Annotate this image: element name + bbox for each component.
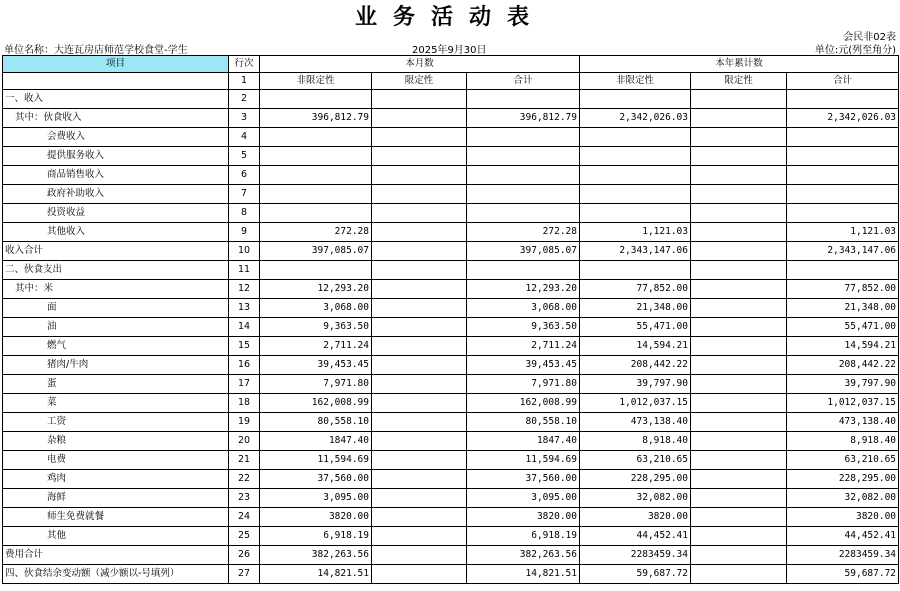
header-row-1 <box>3 56 899 73</box>
activity-table <box>2 55 899 584</box>
month-unrestricted[interactable] <box>260 90 372 109</box>
ytd-total[interactable] <box>787 128 899 147</box>
ytd-total[interactable] <box>787 261 899 280</box>
row-label[interactable]: 燃气 <box>3 337 229 356</box>
line-number-1[interactable]: 1 <box>229 73 260 90</box>
ytd-total[interactable] <box>787 166 899 185</box>
row-label[interactable]: 师生免费就餐 <box>3 508 229 527</box>
month-header[interactable]: 本月数 <box>260 56 580 73</box>
ytd-unrestricted[interactable] <box>580 128 691 147</box>
month-restricted[interactable] <box>372 299 467 318</box>
row-line[interactable]: 15 <box>229 337 260 356</box>
ytd-restricted-header[interactable]: 限定性 <box>691 73 787 90</box>
month-unrestricted[interactable]: 37,560.00 <box>260 470 372 489</box>
table-row <box>3 470 899 489</box>
row-line[interactable]: 10 <box>229 242 260 261</box>
month-total[interactable] <box>467 147 580 166</box>
row-label[interactable]: 提供服务收入 <box>3 147 229 166</box>
month-unrestricted[interactable]: 80,558.10 <box>260 413 372 432</box>
month-restricted[interactable] <box>372 128 467 147</box>
table-row <box>3 185 899 204</box>
row-line[interactable]: 9 <box>229 223 260 242</box>
item-header[interactable]: 项目 <box>3 56 229 73</box>
ytd-unrestricted[interactable]: 14,594.21 <box>580 337 691 356</box>
month-total[interactable]: 3,068.00 <box>467 299 580 318</box>
row-line[interactable]: 8 <box>229 204 260 223</box>
ytd-unrestricted[interactable]: 63,210.65 <box>580 451 691 470</box>
table-row <box>3 166 899 185</box>
ytd-restricted[interactable] <box>691 546 787 565</box>
month-restricted[interactable] <box>372 470 467 489</box>
month-total[interactable]: 162,008.99 <box>467 394 580 413</box>
ytd-total[interactable] <box>787 147 899 166</box>
month-total[interactable] <box>467 128 580 147</box>
ytd-total[interactable]: 14,594.21 <box>787 337 899 356</box>
row-line[interactable]: 5 <box>229 147 260 166</box>
row-line[interactable]: 18 <box>229 394 260 413</box>
row-line[interactable]: 11 <box>229 261 260 280</box>
month-unrestricted[interactable] <box>260 261 372 280</box>
table-row <box>3 128 899 147</box>
item-header-blank[interactable] <box>3 73 229 90</box>
table-row <box>3 90 899 109</box>
month-unrestricted[interactable] <box>260 166 372 185</box>
ytd-restricted[interactable] <box>691 261 787 280</box>
month-total[interactable]: 7,971.80 <box>467 375 580 394</box>
month-restricted[interactable] <box>372 356 467 375</box>
row-line[interactable]: 13 <box>229 299 260 318</box>
row-label[interactable]: 政府补助收入 <box>3 185 229 204</box>
month-restricted[interactable] <box>372 223 467 242</box>
month-total[interactable]: 272.28 <box>467 223 580 242</box>
month-restricted[interactable] <box>372 166 467 185</box>
month-total[interactable]: 39,453.45 <box>467 356 580 375</box>
ytd-unrestricted[interactable]: 8,918.40 <box>580 432 691 451</box>
month-restricted[interactable] <box>372 546 467 565</box>
row-line[interactable]: 21 <box>229 451 260 470</box>
table-row <box>3 109 899 128</box>
ytd-unrestricted[interactable]: 55,471.00 <box>580 318 691 337</box>
ytd-total-header[interactable]: 合计 <box>787 73 899 90</box>
month-unrestricted[interactable] <box>260 128 372 147</box>
ytd-unrestricted[interactable] <box>580 90 691 109</box>
month-restricted[interactable] <box>372 432 467 451</box>
ytd-total[interactable]: 63,210.65 <box>787 451 899 470</box>
month-unrestricted[interactable]: 2,711.24 <box>260 337 372 356</box>
row-line[interactable]: 25 <box>229 527 260 546</box>
ytd-total[interactable]: 1,121.03 <box>787 223 899 242</box>
ytd-total[interactable]: 55,471.00 <box>787 318 899 337</box>
row-label[interactable]: 一、收入 <box>3 90 229 109</box>
month-total[interactable]: 1847.40 <box>467 432 580 451</box>
row-line[interactable]: 26 <box>229 546 260 565</box>
ytd-unrestricted[interactable] <box>580 261 691 280</box>
table-row <box>3 242 899 261</box>
row-line[interactable]: 6 <box>229 166 260 185</box>
row-line[interactable]: 12 <box>229 280 260 299</box>
month-unrestricted[interactable]: 12,293.20 <box>260 280 372 299</box>
month-total[interactable]: 9,363.50 <box>467 318 580 337</box>
month-restricted[interactable] <box>372 261 467 280</box>
ytd-total[interactable]: 2,342,026.03 <box>787 109 899 128</box>
month-unrestricted-header[interactable]: 非限定性 <box>260 73 372 90</box>
ytd-restricted[interactable] <box>691 109 787 128</box>
month-restricted[interactable] <box>372 204 467 223</box>
month-total[interactable]: 3,095.00 <box>467 489 580 508</box>
row-label[interactable]: 工资 <box>3 413 229 432</box>
row-label[interactable]: 收入合计 <box>3 242 229 261</box>
month-restricted[interactable] <box>372 109 467 128</box>
row-label[interactable]: 猪肉/牛肉 <box>3 356 229 375</box>
ytd-unrestricted[interactable]: 59,687.72 <box>580 565 691 584</box>
ytd-total[interactable]: 1,012,037.15 <box>787 394 899 413</box>
table-row <box>3 147 899 166</box>
ytd-unrestricted-header[interactable]: 非限定性 <box>580 73 691 90</box>
month-restricted[interactable] <box>372 242 467 261</box>
row-label[interactable]: 投资收益 <box>3 204 229 223</box>
table-row <box>3 299 899 318</box>
month-total[interactable]: 11,594.69 <box>467 451 580 470</box>
row-label[interactable]: 菜 <box>3 394 229 413</box>
month-restricted[interactable] <box>372 489 467 508</box>
month-restricted[interactable] <box>372 508 467 527</box>
table-row <box>3 527 899 546</box>
row-line[interactable]: 24 <box>229 508 260 527</box>
ytd-total[interactable] <box>787 185 899 204</box>
ytd-total[interactable]: 8,918.40 <box>787 432 899 451</box>
month-unrestricted[interactable]: 382,263.56 <box>260 546 372 565</box>
ytd-total[interactable] <box>787 90 899 109</box>
ytd-header[interactable]: 本年累计数 <box>580 56 899 73</box>
ytd-restricted[interactable] <box>691 223 787 242</box>
month-unrestricted[interactable]: 3,095.00 <box>260 489 372 508</box>
row-label[interactable]: 面 <box>3 299 229 318</box>
table-row <box>3 394 899 413</box>
row-line[interactable]: 19 <box>229 413 260 432</box>
table-body <box>3 90 899 584</box>
ytd-restricted[interactable] <box>691 166 787 185</box>
month-total-header[interactable]: 合计 <box>467 73 580 90</box>
ytd-total[interactable]: 32,082.00 <box>787 489 899 508</box>
ytd-unrestricted[interactable]: 228,295.00 <box>580 470 691 489</box>
ytd-restricted[interactable] <box>691 470 787 489</box>
month-total[interactable]: 14,821.51 <box>467 565 580 584</box>
month-restricted-header[interactable]: 限定性 <box>372 73 467 90</box>
month-unrestricted[interactable]: 397,085.07 <box>260 242 372 261</box>
ytd-unrestricted[interactable]: 21,348.00 <box>580 299 691 318</box>
month-unrestricted[interactable] <box>260 204 372 223</box>
month-total[interactable]: 382,263.56 <box>467 546 580 565</box>
month-total[interactable]: 3820.00 <box>467 508 580 527</box>
ytd-restricted[interactable] <box>691 432 787 451</box>
month-restricted[interactable] <box>372 185 467 204</box>
ytd-unrestricted[interactable] <box>580 185 691 204</box>
ytd-restricted[interactable] <box>691 128 787 147</box>
ytd-unrestricted[interactable]: 44,452.41 <box>580 527 691 546</box>
row-line[interactable]: 3 <box>229 109 260 128</box>
month-total[interactable] <box>467 166 580 185</box>
month-total[interactable] <box>467 261 580 280</box>
month-unrestricted[interactable]: 11,594.69 <box>260 451 372 470</box>
ytd-total[interactable]: 44,452.41 <box>787 527 899 546</box>
table-row <box>3 223 899 242</box>
ytd-unrestricted[interactable]: 32,082.00 <box>580 489 691 508</box>
ytd-unrestricted[interactable]: 3820.00 <box>580 508 691 527</box>
table-row <box>3 318 899 337</box>
row-label[interactable]: 鸡肉 <box>3 470 229 489</box>
month-total[interactable]: 80,558.10 <box>467 413 580 432</box>
row-label[interactable]: 四、伙食结余变动额（减少额以-号填列） <box>3 565 229 584</box>
ytd-restricted[interactable] <box>691 565 787 584</box>
row-label[interactable]: 会费收入 <box>3 128 229 147</box>
month-total[interactable]: 397,085.07 <box>467 242 580 261</box>
month-restricted[interactable] <box>372 90 467 109</box>
row-label[interactable]: 其中：米 <box>3 280 229 299</box>
row-line[interactable]: 20 <box>229 432 260 451</box>
month-total[interactable]: 12,293.20 <box>467 280 580 299</box>
ytd-total[interactable]: 228,295.00 <box>787 470 899 489</box>
table-row <box>3 451 899 470</box>
table-row <box>3 356 899 375</box>
ytd-restricted[interactable] <box>691 90 787 109</box>
ytd-unrestricted[interactable]: 2283459.34 <box>580 546 691 565</box>
month-unrestricted[interactable]: 14,821.51 <box>260 565 372 584</box>
ytd-restricted[interactable] <box>691 318 787 337</box>
month-restricted[interactable] <box>372 280 467 299</box>
ytd-unrestricted[interactable]: 2,343,147.06 <box>580 242 691 261</box>
ytd-restricted[interactable] <box>691 413 787 432</box>
month-total[interactable]: 37,560.00 <box>467 470 580 489</box>
table-row <box>3 280 899 299</box>
month-unrestricted[interactable]: 9,363.50 <box>260 318 372 337</box>
table-row <box>3 565 899 584</box>
ytd-unrestricted[interactable]: 1,121.03 <box>580 223 691 242</box>
month-unrestricted[interactable]: 396,812.79 <box>260 109 372 128</box>
row-label[interactable]: 二、伙食支出 <box>3 261 229 280</box>
ytd-restricted[interactable] <box>691 394 787 413</box>
ytd-restricted[interactable] <box>691 280 787 299</box>
month-restricted[interactable] <box>372 394 467 413</box>
row-line[interactable]: 7 <box>229 185 260 204</box>
ytd-restricted[interactable] <box>691 299 787 318</box>
ytd-unrestricted[interactable] <box>580 166 691 185</box>
ytd-unrestricted[interactable]: 473,138.40 <box>580 413 691 432</box>
report-title: 业务活动表 <box>354 4 545 30</box>
row-line[interactable]: 27 <box>229 565 260 584</box>
month-total[interactable] <box>467 204 580 223</box>
month-unrestricted[interactable]: 162,008.99 <box>260 394 372 413</box>
table-row <box>3 261 899 280</box>
ytd-restricted[interactable] <box>691 147 787 166</box>
month-unrestricted[interactable]: 3,068.00 <box>260 299 372 318</box>
row-line[interactable]: 4 <box>229 128 260 147</box>
table-row <box>3 413 899 432</box>
unit-name: 单位名称：大连瓦房店师范学校食堂-学生 <box>4 45 188 56</box>
row-line[interactable]: 14 <box>229 318 260 337</box>
ytd-total[interactable]: 2283459.34 <box>787 546 899 565</box>
ytd-total[interactable]: 21,348.00 <box>787 299 899 318</box>
ytd-restricted[interactable] <box>691 451 787 470</box>
ytd-total[interactable]: 2,343,147.06 <box>787 242 899 261</box>
ytd-total[interactable]: 39,797.90 <box>787 375 899 394</box>
row-line[interactable]: 17 <box>229 375 260 394</box>
row-label[interactable]: 其中：伙食收入 <box>3 109 229 128</box>
month-unrestricted[interactable]: 7,971.80 <box>260 375 372 394</box>
row-label[interactable]: 电费 <box>3 451 229 470</box>
table-row <box>3 375 899 394</box>
row-line[interactable]: 23 <box>229 489 260 508</box>
ytd-restricted[interactable] <box>691 527 787 546</box>
table-row <box>3 508 899 527</box>
ytd-unrestricted[interactable] <box>580 204 691 223</box>
month-unrestricted[interactable] <box>260 185 372 204</box>
table-row <box>3 489 899 508</box>
month-total[interactable]: 2,711.24 <box>467 337 580 356</box>
row-line[interactable]: 22 <box>229 470 260 489</box>
month-total[interactable] <box>467 185 580 204</box>
report-date: 2025年9月30日 <box>412 45 487 56</box>
ytd-restricted[interactable] <box>691 337 787 356</box>
month-restricted[interactable] <box>372 375 467 394</box>
row-label[interactable]: 其他 <box>3 527 229 546</box>
month-restricted[interactable] <box>372 147 467 166</box>
ytd-total[interactable]: 3820.00 <box>787 508 899 527</box>
month-total[interactable] <box>467 90 580 109</box>
ytd-restricted[interactable] <box>691 356 787 375</box>
table-row <box>3 432 899 451</box>
ytd-total[interactable] <box>787 204 899 223</box>
month-unrestricted[interactable]: 272.28 <box>260 223 372 242</box>
ytd-restricted[interactable] <box>691 375 787 394</box>
row-line[interactable]: 16 <box>229 356 260 375</box>
month-restricted[interactable] <box>372 527 467 546</box>
ytd-unrestricted[interactable]: 1,012,037.15 <box>580 394 691 413</box>
ytd-unrestricted[interactable]: 39,797.90 <box>580 375 691 394</box>
ytd-total[interactable]: 208,442.22 <box>787 356 899 375</box>
month-total[interactable]: 396,812.79 <box>467 109 580 128</box>
month-unrestricted[interactable]: 39,453.45 <box>260 356 372 375</box>
ytd-total[interactable]: 473,138.40 <box>787 413 899 432</box>
month-restricted[interactable] <box>372 337 467 356</box>
ytd-unrestricted[interactable]: 77,852.00 <box>580 280 691 299</box>
row-label[interactable]: 海鲜 <box>3 489 229 508</box>
ytd-total[interactable]: 59,687.72 <box>787 565 899 584</box>
ytd-unrestricted[interactable] <box>580 147 691 166</box>
row-label[interactable]: 杂粮 <box>3 432 229 451</box>
row-label[interactable]: 蛋 <box>3 375 229 394</box>
month-restricted[interactable] <box>372 413 467 432</box>
month-unrestricted[interactable]: 3820.00 <box>260 508 372 527</box>
row-line[interactable]: 2 <box>229 90 260 109</box>
row-label[interactable]: 油 <box>3 318 229 337</box>
ytd-total[interactable]: 77,852.00 <box>787 280 899 299</box>
line-header[interactable]: 行次 <box>229 56 260 73</box>
row-label[interactable]: 其他收入 <box>3 223 229 242</box>
month-restricted[interactable] <box>372 565 467 584</box>
table-row <box>3 204 899 223</box>
form-code: 会民非02表 <box>843 32 896 43</box>
ytd-restricted[interactable] <box>691 185 787 204</box>
row-label[interactable]: 商品销售收入 <box>3 166 229 185</box>
ytd-restricted[interactable] <box>691 204 787 223</box>
ytd-restricted[interactable] <box>691 508 787 527</box>
ytd-unrestricted[interactable]: 208,442.22 <box>580 356 691 375</box>
row-label[interactable]: 费用合计 <box>3 546 229 565</box>
currency-unit: 单位:元(列至角分) <box>814 45 896 56</box>
ytd-unrestricted[interactable]: 2,342,026.03 <box>580 109 691 128</box>
month-unrestricted[interactable] <box>260 147 372 166</box>
header-row-2 <box>3 73 899 90</box>
ytd-restricted[interactable] <box>691 242 787 261</box>
month-unrestricted[interactable]: 1847.40 <box>260 432 372 451</box>
month-restricted[interactable] <box>372 318 467 337</box>
month-total[interactable]: 6,918.19 <box>467 527 580 546</box>
ytd-restricted[interactable] <box>691 489 787 508</box>
month-restricted[interactable] <box>372 451 467 470</box>
month-unrestricted[interactable]: 6,918.19 <box>260 527 372 546</box>
table-row <box>3 546 899 565</box>
table-row <box>3 337 899 356</box>
